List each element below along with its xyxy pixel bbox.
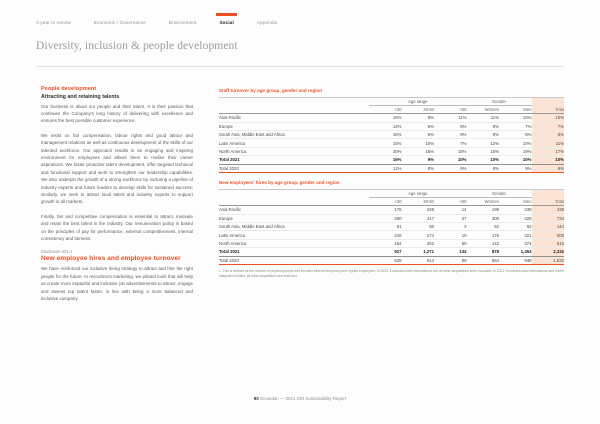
table-2-col-over50: >50 — [434, 197, 467, 205]
table-1-row-3-v1: 10% — [402, 139, 435, 147]
section-label-people-development: People development — [41, 86, 97, 92]
table-1-column-header-row — [219, 105, 564, 113]
table-1-row-5-v0: 16% — [369, 156, 402, 164]
table-1-row-6-v1: 8% — [402, 164, 435, 172]
table-2-row-3-v1: 274 — [402, 231, 435, 239]
table-1-col-blank — [219, 105, 369, 113]
table-1-row-6-total: 9% — [532, 164, 565, 172]
paragraph-3: Finally, fair and competitive compensation is essential to attract, motivate and retain the best talent in the industry. Our remuneration policy is based on the principles of pay for performance, external competitiveness, internal consistency and fairness. — [41, 213, 193, 241]
table-1-col-women: Women — [467, 105, 500, 113]
table-2-column-header-row — [219, 197, 564, 205]
table-2-row-4-total: 516 — [532, 239, 565, 247]
table-1-group-age-range: Age range — [369, 97, 467, 105]
table-2-row-0-v4: 239 — [499, 206, 532, 214]
table-2-row-3-total: 500 — [532, 231, 565, 239]
table-1-row-4-v2: 15% — [434, 147, 467, 155]
table-2-row-4-v0: 184 — [369, 239, 402, 247]
table-1-row-4-v4: 19% — [499, 147, 532, 155]
table-1-row-3-v4: 10% — [499, 139, 532, 147]
table-2-col-30-50: 30-50 — [402, 197, 435, 205]
table-1-row-4-name: North America — [219, 147, 369, 155]
table-1-row-1-v0: 12% — [369, 122, 402, 130]
table-2-row-6-name: Total 2020 — [219, 256, 369, 264]
table-2-row-1-total: 734 — [532, 214, 565, 222]
table-2-row-5-v0: 927 — [369, 248, 402, 256]
table-1-col-total: Total — [532, 105, 565, 113]
table-1-row-2-v0: 15% — [369, 131, 402, 139]
table-1-row-3-v0: 15% — [369, 139, 402, 147]
table-1-row-4-v0: 30% — [369, 147, 402, 155]
table-2-row-4-v2: 80 — [434, 239, 467, 247]
table-1-col-under30: <30 — [369, 105, 402, 113]
table-2-row-1-v2: 27 — [434, 214, 467, 222]
table-2-row-2-v0: 61 — [369, 223, 402, 231]
table-row — [219, 131, 564, 139]
table-1-row-1-total: 7% — [532, 122, 565, 130]
table-2-row-4-v4: 374 — [499, 239, 532, 247]
table-2-group-blank — [219, 189, 369, 197]
disclosure-paragraph-1: We have reinforced our inclusive hiring strategy to attract and hire the right people for the future. In recruitment marketing, we piloted tools that will help us create more impactful and inclusive job advertisements to attract, engage and assess top talent faster, in line with being a more balanced and inclusive company. — [41, 266, 193, 302]
table-2-row-1-v0: 290 — [369, 214, 402, 222]
table-1-row-6-v0: 12% — [369, 164, 402, 172]
table-1-row-1-name: Europe — [219, 122, 369, 130]
table-1-row-5-v2: 10% — [434, 156, 467, 164]
table-2-row-6-v4: 948 — [499, 256, 532, 264]
page-title: Diversity, inclusion & people development — [36, 40, 238, 52]
table-2-row-3-name: Latin America — [219, 231, 369, 239]
staff-turnover-table — [219, 97, 564, 174]
table-1-row-0-total: 10% — [532, 114, 565, 122]
table-1-row-0-v4: 10% — [499, 114, 532, 122]
left-text-column — [41, 86, 193, 309]
table-2-row-3-v0: 216 — [369, 231, 402, 239]
table-1-row-6-v2: 9% — [434, 164, 467, 172]
table-2-row-0-v0: 176 — [369, 206, 402, 214]
right-tables-column — [219, 88, 564, 278]
table-row — [219, 147, 564, 155]
table-2-group-total-blank — [532, 189, 565, 197]
table-2-row-6-v3: 684 — [467, 256, 500, 264]
table-1-row-5-name: Total 2021 — [219, 156, 369, 164]
table-1-row-6-name: Total 2020 — [219, 164, 369, 172]
table-2-row-0-total: 438 — [532, 206, 565, 214]
table-2-row-1-v4: 428 — [499, 214, 532, 222]
table-2-row-1-v3: 306 — [467, 214, 500, 222]
table-1-row-5-total: 10% — [532, 156, 565, 164]
table-1-row-1-v4: 7% — [499, 122, 532, 130]
table-row — [219, 239, 564, 247]
table-1-row-3-v3: 12% — [467, 139, 500, 147]
table-1-col-over50: >50 — [434, 105, 467, 113]
table-2-group-header-row — [219, 189, 564, 197]
table-2-row-2-v1: 80 — [402, 223, 435, 231]
table-1-col-30-50: 30-50 — [402, 105, 435, 113]
subsection-label-attracting-retaining: Attracting and retaining talents — [41, 93, 120, 100]
table-1-group-total-blank — [532, 97, 565, 105]
paragraph-1: Our business is about our people and their talent. It is their passion that continues the Company's long history of delivering with excellence and ensures the best possible customer experience. — [41, 103, 193, 124]
table-2-body — [219, 206, 564, 265]
table-1-row-4-v3: 15% — [467, 147, 500, 155]
table-2-row-5-v4: 1,454 — [499, 248, 532, 256]
table-2-row-2-total: 144 — [532, 223, 565, 231]
table-1-group-gender: Gender — [467, 97, 532, 105]
table-2-row-4-name: North America — [219, 239, 369, 247]
top-navigation — [36, 20, 300, 26]
table-1-row-2-name: South Asia, Middle East and Africa — [219, 131, 369, 139]
table-1-row-4-v1: 15% — [402, 147, 435, 155]
table-1-row-2-v3: 8% — [467, 131, 500, 139]
table-1-row-3-total: 11% — [532, 139, 565, 147]
table-2-caption: New employees' hires by age group, gender and region — [219, 180, 340, 186]
table-1-row-2-v4: 8% — [499, 131, 532, 139]
table-2-group-gender: Gender — [467, 189, 532, 197]
table-2-row-5-v2: 134 — [434, 248, 467, 256]
table-1-col-men: Men — [499, 105, 532, 113]
table-1-head — [219, 97, 564, 114]
title-divider — [36, 66, 564, 67]
disclosure-code: Disclosure 401-1 — [41, 249, 73, 255]
table-2-row-5-total: 2,332 — [532, 248, 565, 256]
table-2-row-5-name: Total 2021 — [219, 248, 369, 256]
table-2-row-4-v1: 252 — [402, 239, 435, 247]
table-1-row-0-v2: 11% — [434, 114, 467, 122]
table-2-col-under30: <30 — [369, 197, 402, 205]
table-2-row-2-v4: 92 — [499, 223, 532, 231]
table-1-row-0-v1: 9% — [402, 114, 435, 122]
nav-item-economic-governance[interactable]: Economic / Governance — [93, 20, 147, 25]
table-2-row-4-v3: 142 — [467, 239, 500, 247]
table-row — [219, 214, 564, 222]
table-1-row-3-name: Latin America — [219, 139, 369, 147]
table-1-row-2-total: 8% — [532, 131, 565, 139]
table-2-total-2020-row — [219, 256, 564, 264]
table-2-row-6-v0: 629 — [369, 256, 402, 264]
table-1-row-0-name: Asia Pacific — [219, 114, 369, 122]
table-2-row-1-v1: 417 — [402, 214, 435, 222]
table-2-row-1-name: Europe — [219, 214, 369, 222]
table-2-row-3-v4: 321 — [499, 231, 532, 239]
table-row — [219, 139, 564, 147]
table-1-row-5-v4: 10% — [499, 156, 532, 164]
page-footer — [0, 396, 600, 401]
disclosure-title: New employee hires and employee turnover — [41, 255, 181, 263]
table-2-head — [219, 189, 564, 206]
table-1-row-0-v3: 11% — [467, 114, 500, 122]
table-2-footnote: 1. This is defined as the number of physical people and includes internal temporary and regular employees. In 2020, it included Activ International, but all other acquisitions were excluded. In 2021, it includes Activ International and driven integrated entities, all other acquisitions are excluded. — [219, 269, 564, 278]
table-2-row-6-total: 1,632 — [532, 256, 565, 264]
table-2-row-5-v1: 1,271 — [402, 248, 435, 256]
table-2-row-3-v3: 179 — [467, 231, 500, 239]
table-2-col-men: Men — [499, 197, 532, 205]
table-1-group-header-row — [219, 97, 564, 105]
table-1-row-4-total: 17% — [532, 147, 565, 155]
table-2-row-5-v3: 878 — [467, 248, 500, 256]
page-number: 90 — [253, 396, 259, 401]
table-2-col-women: Women — [467, 197, 500, 205]
table-2-row-6-v1: 914 — [402, 256, 435, 264]
table-1-group-blank — [219, 97, 369, 105]
table-2-group-age-range: Age range — [369, 189, 467, 197]
table-2-row-2-v2: 3 — [434, 223, 467, 231]
table-row — [219, 231, 564, 239]
nav-item-a-year-in-review[interactable]: A year in review — [36, 20, 71, 25]
table-1-row-0-v0: 15% — [369, 114, 402, 122]
table-1-row-6-v3: 8% — [467, 164, 500, 172]
table-2-row-2-v3: 52 — [467, 223, 500, 231]
footer-text: Givaudan — 2021 GRI Sustainability Report — [260, 396, 347, 401]
table-2-total-2021-row — [219, 248, 564, 256]
table-1-body — [219, 114, 564, 173]
table-1-row-2-v2: 9% — [434, 131, 467, 139]
table-2-col-total: Total — [532, 197, 565, 205]
nav-item-appendix[interactable]: Appendix — [256, 20, 278, 25]
table-2-row-0-name: Asia Pacific — [219, 206, 369, 214]
table-2-row-0-v1: 248 — [402, 206, 435, 214]
table-2-col-blank — [219, 197, 369, 205]
table-row — [219, 206, 564, 214]
table-1-row-6-v4: 9% — [499, 164, 532, 172]
table-2-row-0-v2: 14 — [434, 206, 467, 214]
new-employee-hires-table — [219, 189, 564, 266]
table-row — [219, 122, 564, 130]
table-2-row-0-v3: 199 — [467, 206, 500, 214]
table-1-row-2-v1: 6% — [402, 131, 435, 139]
table-row — [219, 114, 564, 122]
table-1-row-5-v3: 10% — [467, 156, 500, 164]
paragraph-2: We insist on fair compensation, labour rights and good labour and management relations as well as continuous development of the skills of our talented workforce. Our approach results in an engaging and inspiring environment for employees and allows them to realise their career aspirations. We foster proactive talent development, offer targeted technical and functional support and work to strengthen our leadership capabilities. We also underpin the growth of a strong workforce by nurturing a pipeline of industry experts and future leaders to develop skills for sustained success; similarly, we seek to attract local talent and industry experts to support growth in all markets. — [41, 132, 193, 205]
table-2-row-2-name: South Asia, Middle East and Africa — [219, 223, 369, 231]
nav-item-social[interactable]: Social — [219, 20, 234, 25]
table-2-row-6-v2: 89 — [434, 256, 467, 264]
table-1-total-2021-row — [219, 156, 564, 164]
table-1-row-1-v2: 8% — [434, 122, 467, 130]
table-2-row-3-v2: 10 — [434, 231, 467, 239]
table-1-row-5-v1: 9% — [402, 156, 435, 164]
table-1-row-1-v1: 6% — [402, 122, 435, 130]
table-row — [219, 223, 564, 231]
table-1-caption: Staff turnover by age group, gender and region — [219, 88, 323, 93]
table-1-total-2020-row — [219, 164, 564, 172]
nav-item-environment[interactable]: Environment — [169, 20, 197, 25]
table-1-row-1-v3: 8% — [467, 122, 500, 130]
table-1-row-3-v2: 7% — [434, 139, 467, 147]
